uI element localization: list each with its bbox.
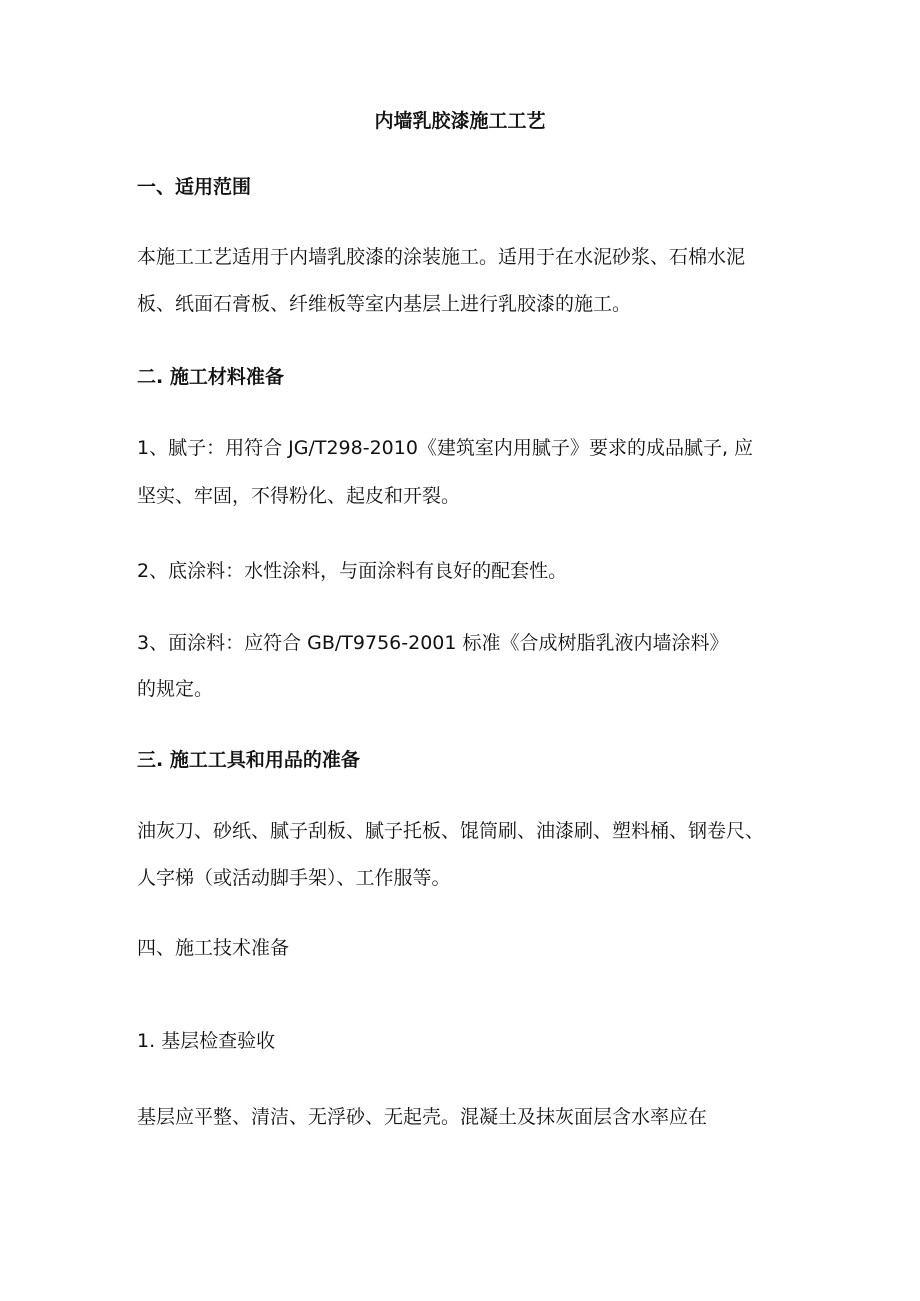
section-3-paragraph-line-1: 油灰刀、砂纸、腻子刮板、腻子托板、馄筒刷、油漆刷、塑料桶、钢卷尺、 (137, 820, 765, 842)
section-2-item-1-line-1: 1、腻子：用符合 JG/T298-2010《建筑室内用腻子》要求的成品腻子, 应 (137, 437, 754, 459)
section-4-subheading: 1. 基层检查验收 (137, 1030, 276, 1052)
section-1-paragraph-line-1: 本施工工艺适用于内墙乳胶漆的涂装施工。适用于在水泥砂浆、石棉水泥 (137, 246, 746, 268)
section-2-item-1-line-2: 坚实、牢固，不得粉化、起皮和开裂。 (137, 485, 461, 507)
section-4-paragraph-line-1: 基层应平整、清洁、无浮砂、无起壳。混凝土及抹灰面层含水率应在 (137, 1106, 708, 1128)
section-3-heading: 三. 施工工具和用品的准备 (137, 749, 360, 771)
section-1-heading: 一、适用范围 (137, 176, 252, 198)
document-title: 内墙乳胶漆施工工艺 (374, 110, 546, 132)
section-2-item-2: 2、底涂料：水性涂料，与面涂料有良好的配套性。 (137, 560, 568, 582)
section-2-heading: 二. 施工材料准备 (137, 366, 284, 388)
section-2-item-3-line-2: 的规定。 (137, 678, 214, 700)
section-4-heading: 四、施工技术准备 (137, 937, 290, 959)
section-2-item-3-line-1: 3、面涂料：应符合 GB/T9756-2001 标准《合成树脂乳液内墙涂料》 (137, 632, 729, 654)
section-3-paragraph-line-2: 人字梯（或活动脚手架）、工作服等。 (137, 867, 451, 889)
section-1-paragraph-line-2: 板、纸面石膏板、纤维板等室内基层上进行乳胶漆的施工。 (137, 293, 632, 315)
